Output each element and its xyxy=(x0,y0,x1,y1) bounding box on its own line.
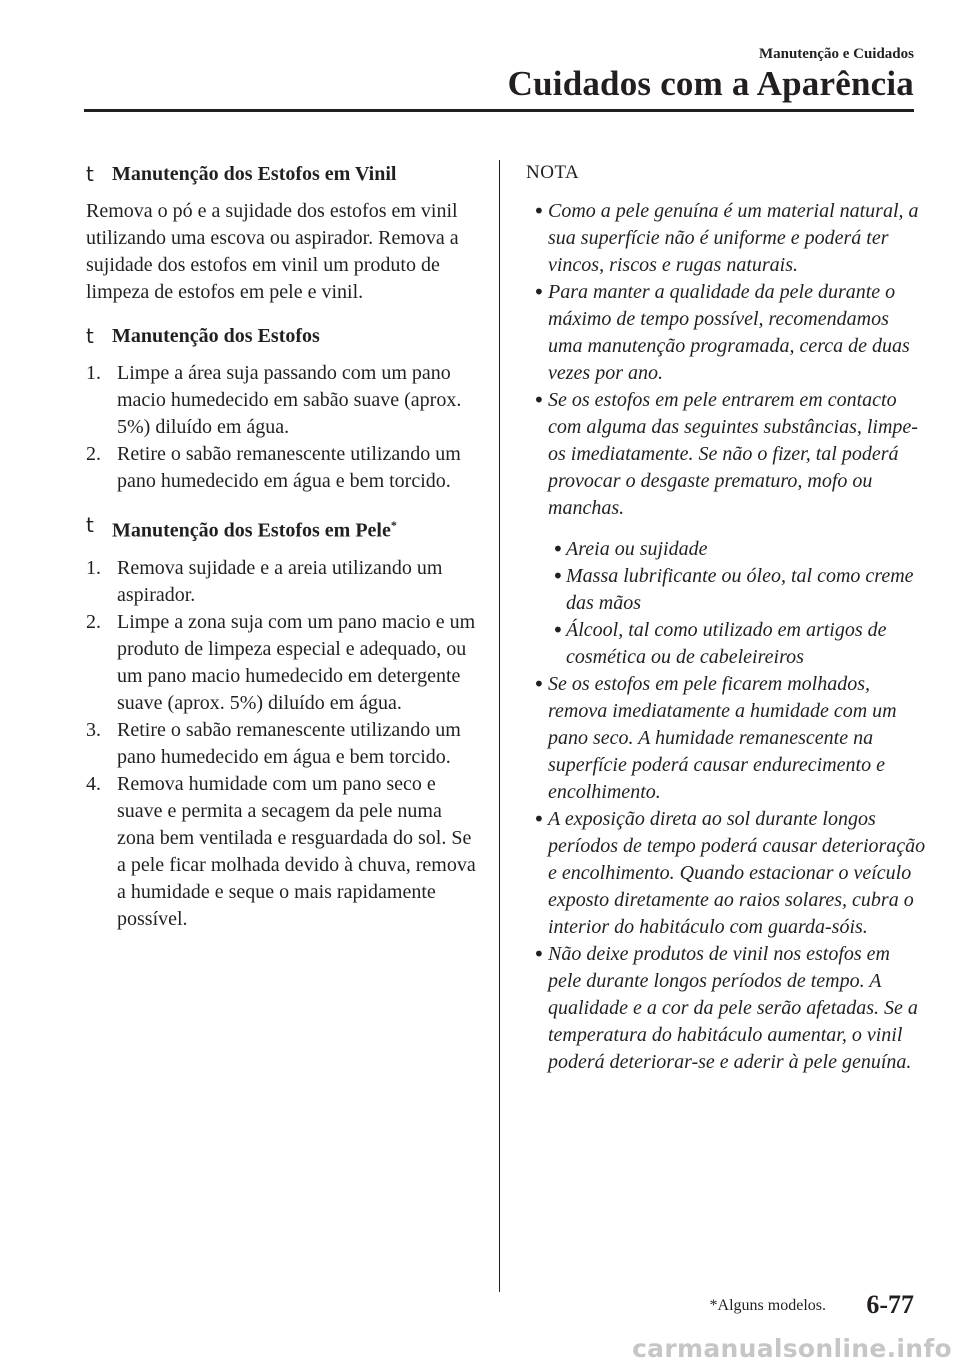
bullet-icon: • xyxy=(552,537,564,561)
section-heading-upholstery xyxy=(86,322,476,350)
step-number: 2. xyxy=(86,610,101,633)
footnote: *Alguns modelos. xyxy=(709,1297,826,1314)
note-text: A exposição direta ao sol durante longos períodos de tempo poderá causar deterioração e encolhimento. Quando estacionar o veículo exposto diretamente ao raios solares, cubra o interior do habitáculo com guarda-sóis. xyxy=(548,808,926,938)
step-text: Retire o sabão remanescente utilizando um pano humedecido em água e bem torcido. xyxy=(117,718,461,768)
step-item xyxy=(86,609,476,717)
note-item xyxy=(526,198,926,279)
step-text: Remova sujidade e a areia utilizando um aspirador. xyxy=(117,556,443,606)
note-subitem xyxy=(548,563,926,617)
chapter-title: Cuidados com a Aparência xyxy=(507,64,914,103)
note-subtext: Massa lubrificante ou óleo, tal como creme das mãos xyxy=(566,565,914,614)
step-item xyxy=(86,771,476,933)
step-item xyxy=(86,717,476,771)
step-item xyxy=(86,555,476,609)
section-title: Manutenção dos Estofos em Pele xyxy=(112,519,391,542)
step-text: Remova humidade com um pano seco e suave e permita a secagem da pele numa zona bem ventilada e resguardada do sol. Se a pele ficar molhada devido à chuva, remova a humidade e seque o mais rapidamente possível. xyxy=(117,772,476,930)
column-divider xyxy=(499,160,500,1292)
step-text: Limpe a zona suja com um pano macio e um produto de limpeza especial e adequado, ou um pano macio humedecido em detergente suave (aprox. 5%) diluído em água. xyxy=(117,610,476,714)
model-asterisk: * xyxy=(390,518,397,532)
note-sublist xyxy=(548,536,926,671)
note-text: Como a pele genuína é um material natural, a sua superfície não é uniforme e poderá ter vincos, riscos e rugas naturais. xyxy=(548,200,919,276)
note-subitem xyxy=(548,617,926,671)
section-marker-icon: t xyxy=(86,162,94,186)
note-item xyxy=(526,279,926,387)
note-item xyxy=(526,387,926,671)
steps-list xyxy=(86,360,476,495)
section-title: Manutenção dos Estofos em Vinil xyxy=(112,163,397,185)
note-item xyxy=(526,671,926,806)
note-text: Para manter a qualidade da pele durante o máximo de tempo possível, recomendamos uma manutenção programada, cerca de duas vezes por ano. xyxy=(548,281,910,384)
step-item xyxy=(86,441,476,495)
step-text: Limpe a área suja passando com um pano macio humedecido em sabão suave (aprox. 5%) diluído em água. xyxy=(117,362,462,438)
note-subitem xyxy=(548,536,926,563)
section-paragraph: Remova o pó e a sujidade dos estofos em vinil utilizando uma escova ou aspirador. Remova a sujidade dos estofos em vinil um produto de limpeza de estofos em pele e vinil. xyxy=(86,200,459,303)
note-subtext: Álcool, tal como utilizado em artigos de cosmética ou de cabeleireiros xyxy=(566,619,887,668)
bullet-icon: • xyxy=(533,199,545,223)
running-header-section: Manutenção e Cuidados xyxy=(758,46,914,62)
bullet-icon: • xyxy=(533,807,545,831)
note-text: Se os estofos em pele entrarem em contacto com alguma das seguintes substâncias, limpe-os imediatamente. Se não o fizer, tal poderá provocar o desgaste prematuro, mofo ou manchas. xyxy=(548,389,918,519)
step-number: 2. xyxy=(86,443,101,465)
bullet-icon: • xyxy=(533,388,545,412)
bullet-icon: • xyxy=(533,942,545,966)
bullet-icon: • xyxy=(533,672,545,696)
page-number: 6-77 xyxy=(866,1290,914,1319)
note-item xyxy=(526,941,926,1076)
bullet-icon: • xyxy=(552,618,564,642)
note-title: NOTA xyxy=(526,162,580,183)
note-list xyxy=(526,198,926,1076)
steps-list xyxy=(86,555,476,933)
step-number: 1. xyxy=(86,362,101,384)
section-marker-icon: t xyxy=(86,324,94,348)
bullet-icon: • xyxy=(533,280,545,304)
note-subtext: Areia ou sujidade xyxy=(566,538,708,560)
section-marker-icon: t xyxy=(86,513,94,537)
left-column xyxy=(86,160,476,949)
note-text: Se os estofos em pele ficarem molhados, remova imediatamente a humidade com um pano seco. A humidade remanescente na superfície poderá causar endurecimento e encolhimento. xyxy=(548,673,897,803)
watermark: carmanualsonline.info xyxy=(632,1334,952,1363)
note-column xyxy=(526,160,926,1076)
section-heading-vinyl xyxy=(86,160,476,188)
note-text: Não deixe produtos de vinil nos estofos em pele durante longos períodos de tempo. A qualidade e a cor da pele serão afetadas. Se a temperatura do habitáculo aumentar, o vinil poderá deteriorar-se e aderir à pele genuína. xyxy=(548,943,918,1073)
step-number: 4. xyxy=(86,772,101,795)
section-heading-leather xyxy=(86,511,476,545)
bullet-icon: • xyxy=(552,564,564,588)
step-number: 3. xyxy=(86,718,101,741)
step-text: Retire o sabão remanescente utilizando um pano humedecido em água e bem torcido. xyxy=(117,443,461,492)
header-rule xyxy=(84,109,914,112)
section-title: Manutenção dos Estofos xyxy=(112,325,320,347)
step-number: 1. xyxy=(86,556,101,579)
step-item xyxy=(86,360,476,441)
note-item xyxy=(526,806,926,941)
